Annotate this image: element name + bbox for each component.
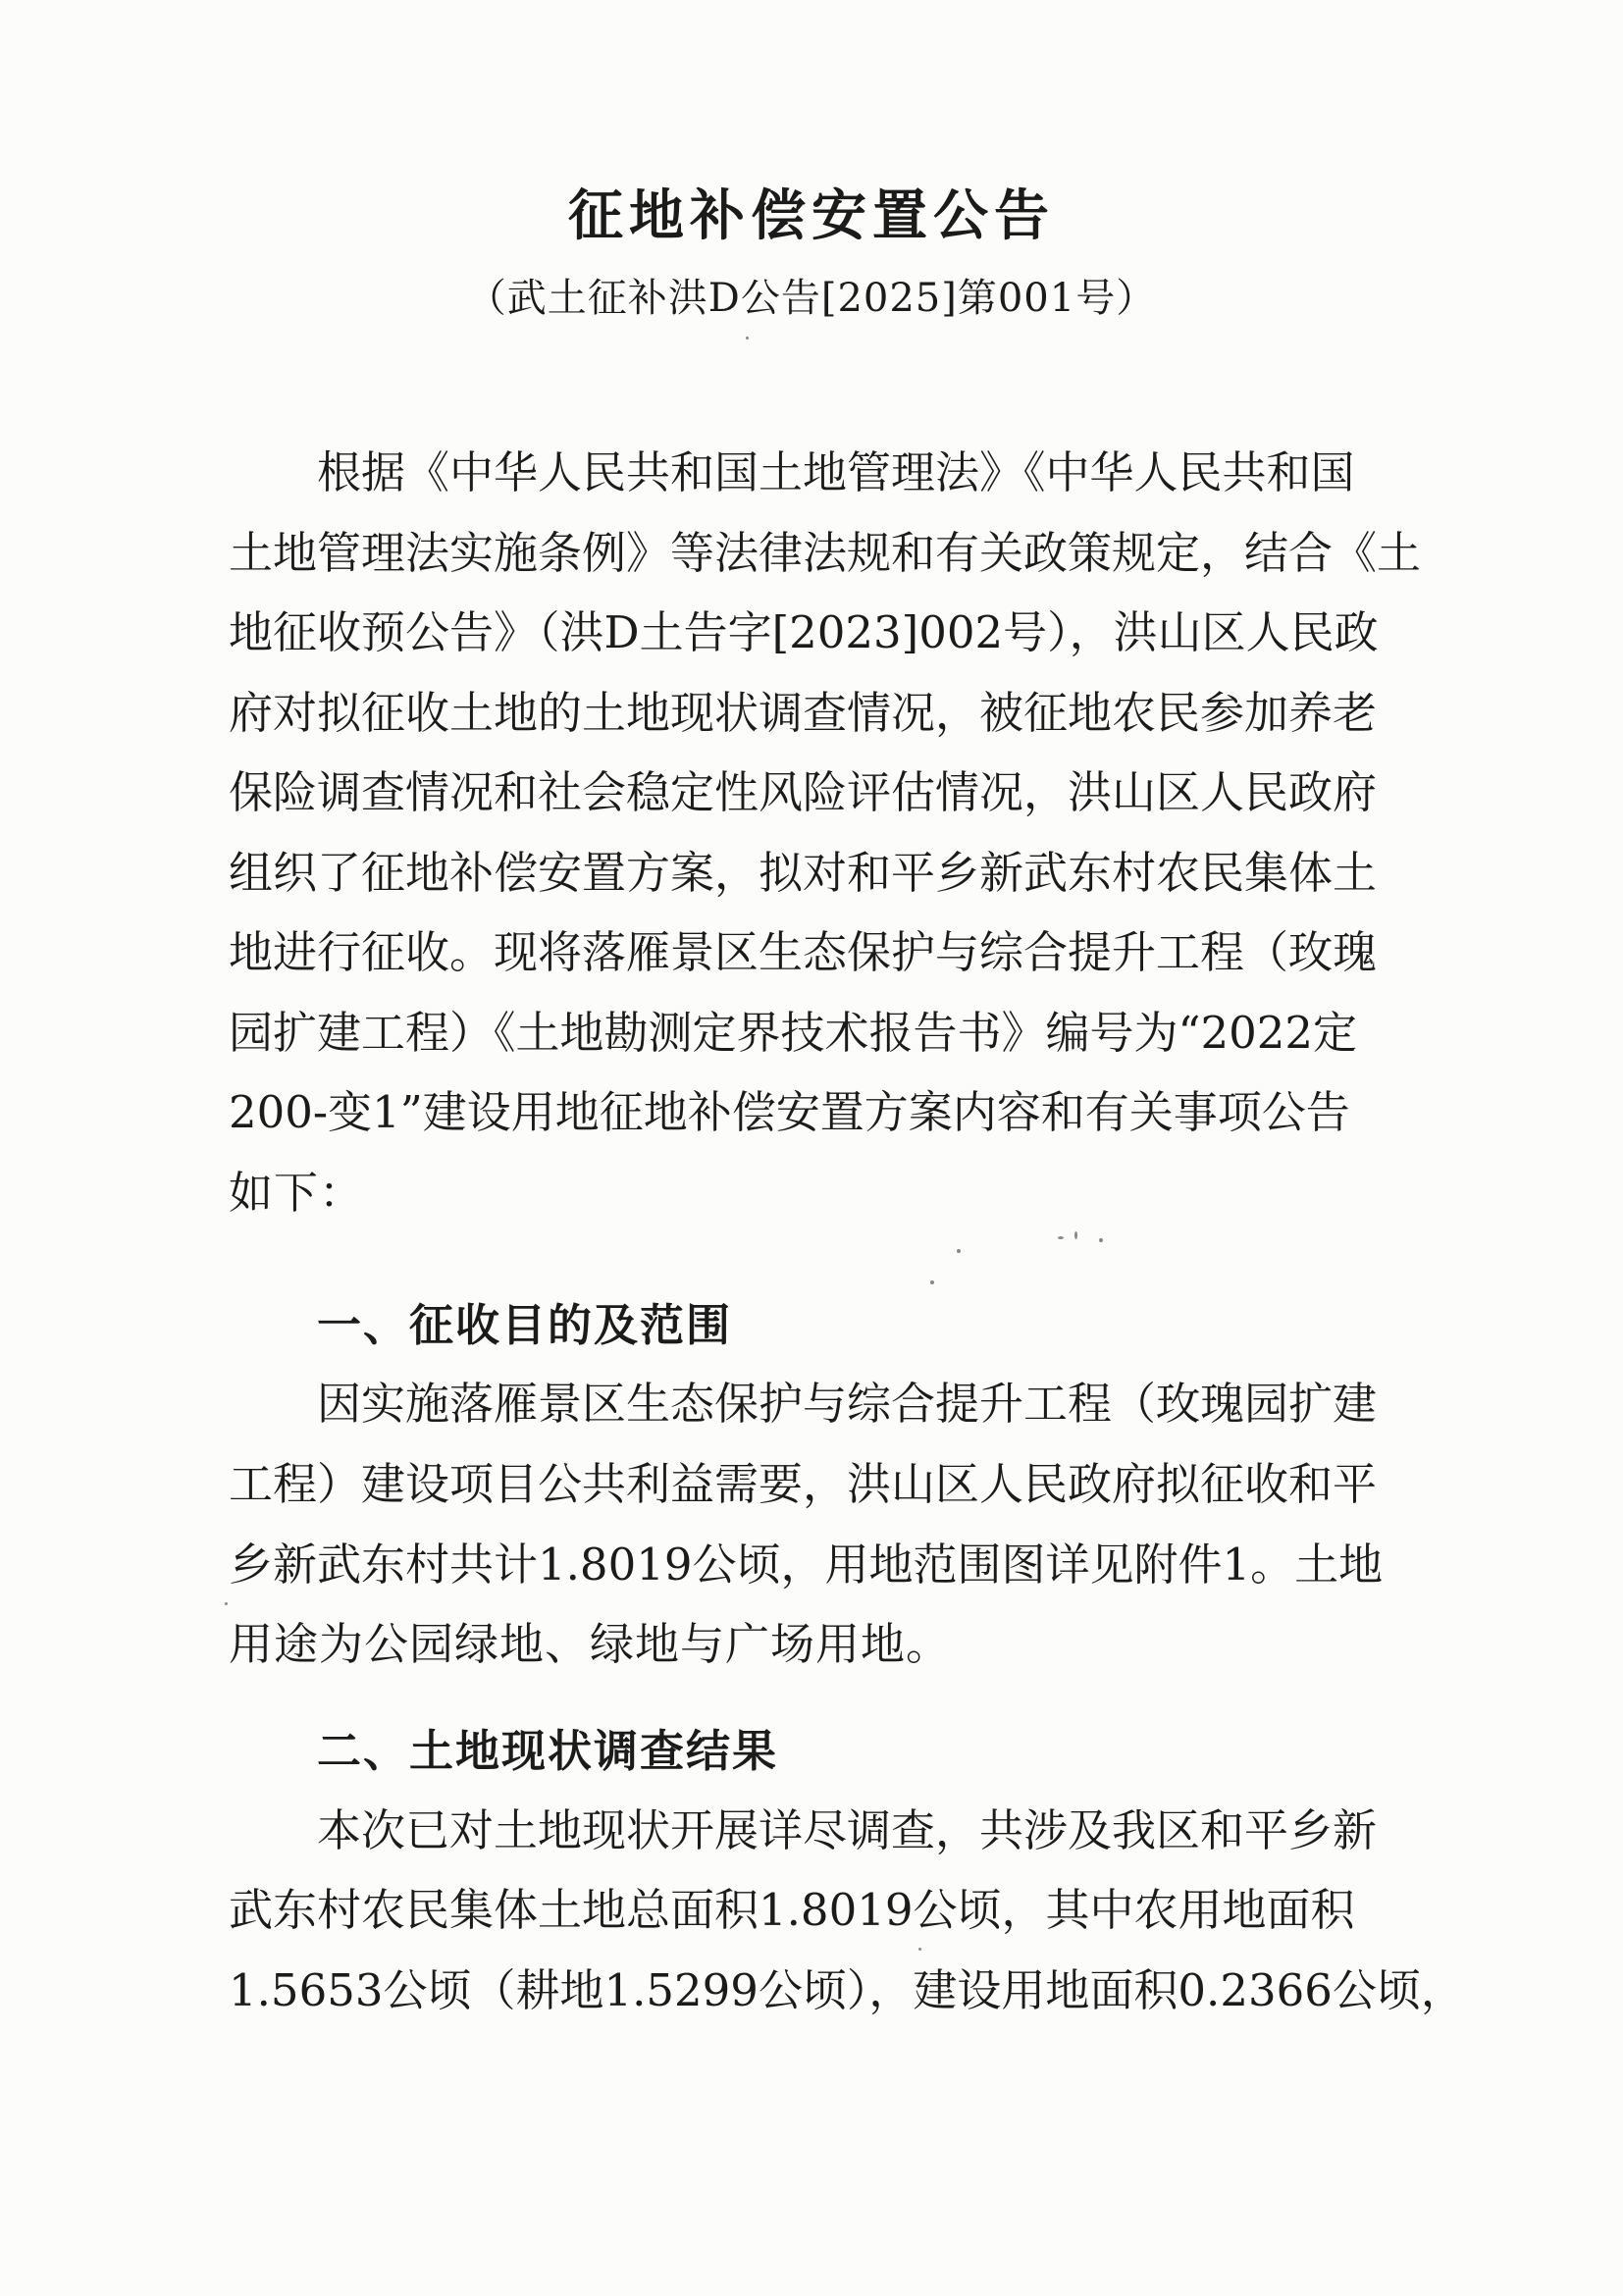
intro-line: 园扩建工程）《土地勘测定界技术报告书》编号为“2022定: [229, 1007, 1358, 1059]
intro-line: 府对拟征收土地的土地现状调查情况，被征地农民参加养老: [229, 687, 1378, 739]
section-heading: 二、土地现状调查结果: [317, 1725, 779, 1777]
section-heading: 一、征收目的及范围: [317, 1299, 733, 1351]
scan-speck: [957, 1249, 961, 1253]
scan-speck: [746, 337, 749, 339]
section-line: 工程）建设项目公共利益需要，洪山区人民政府拟征收和平: [229, 1458, 1378, 1510]
section-line: 因实施落雁景区生态保护与综合提升工程（玫瑰园扩建: [317, 1378, 1378, 1430]
section-line: 用途为公园绿地、绿地与广场用地。: [229, 1618, 952, 1670]
page-title: 征地补偿安置公告: [568, 184, 1055, 248]
intro-line: 组织了征地补偿安置方案，拟对和平乡新武东村农民集体土: [229, 847, 1378, 899]
intro-line: 200-变1”建设用地征地补偿安置方案内容和有关事项公告: [229, 1086, 1350, 1138]
scan-speck: [930, 1280, 934, 1284]
intro-line: 地进行征收。现将落雁景区生态保护与综合提升工程（玫瑰: [229, 926, 1378, 978]
scan-speck: [1058, 1236, 1064, 1239]
scan-speck: [1074, 1231, 1077, 1239]
scan-speck: [225, 1602, 228, 1605]
section-line: 本次已对土地现状开展详尽调查，共涉及我区和平乡新: [317, 1804, 1378, 1856]
document-number: （武土征补洪D公告[2025]第001号）: [466, 276, 1157, 321]
scan-speck: [1099, 1238, 1103, 1242]
section-line: 1.5653公顷（耕地1.5299公顷），建设用地面积0.2366公顷，: [229, 1964, 1465, 2016]
scan-speck: [918, 1948, 921, 1951]
section-line: 乡新武东村共计1.8019公顷，用地范围图详见附件1。土地: [229, 1539, 1384, 1591]
intro-line: 如下：: [229, 1167, 365, 1219]
section-line: 武东村农民集体土地总面积1.8019公顷，其中农用地面积: [229, 1884, 1355, 1936]
intro-line: 保险调查情况和社会稳定性风险评估情况，洪山区人民政府: [229, 766, 1378, 818]
intro-line: 地征收预公告》（洪D土告字[2023]002号），洪山区人民政: [229, 606, 1379, 658]
intro-line: 土地管理法实施条例》等法律法规和有关政策规定，结合《土: [229, 527, 1422, 579]
intro-line: 根据《中华人民共和国土地管理法》《中华人民共和国: [317, 446, 1355, 498]
